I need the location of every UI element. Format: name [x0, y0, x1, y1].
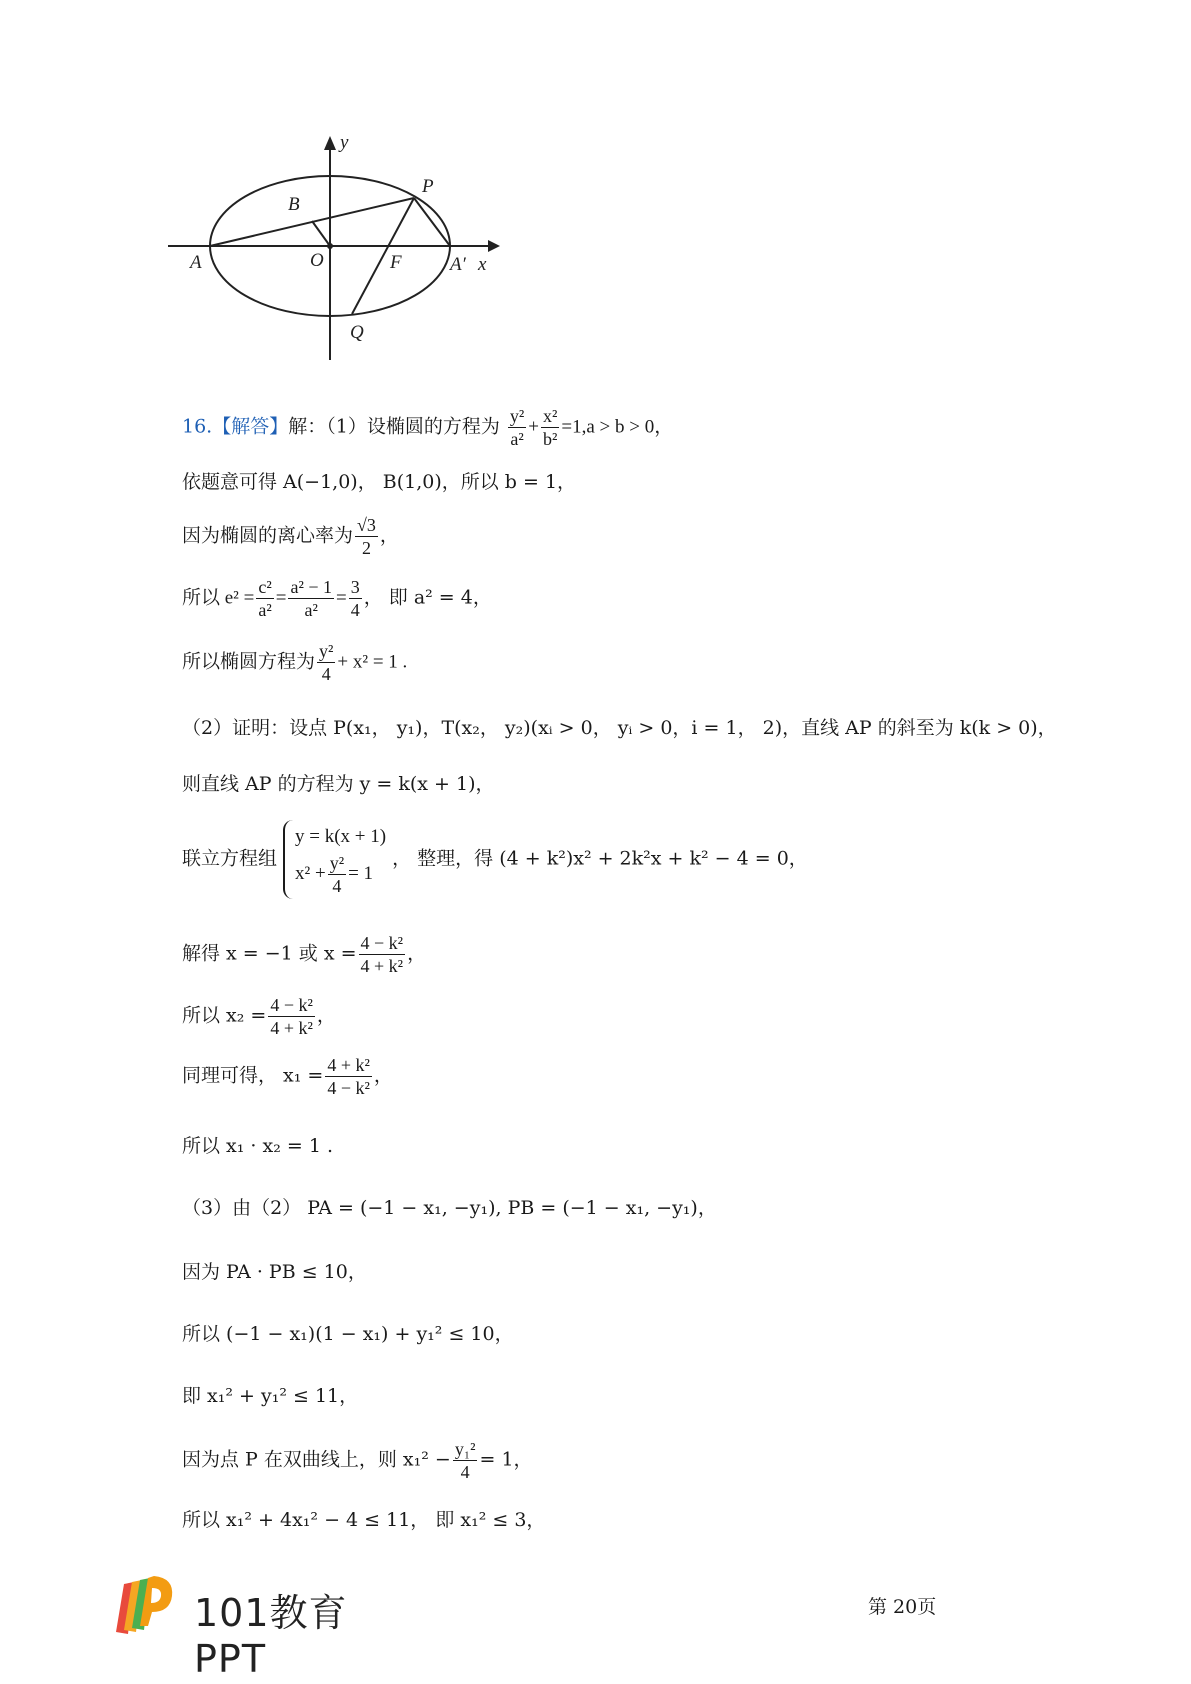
frac-den: a²: [510, 429, 524, 449]
frac-den: a²: [258, 600, 272, 620]
l10-prefix: 所以 x₂ =: [182, 1004, 267, 1027]
label-B: B: [288, 194, 300, 215]
fraction-4mk2-4pk2: $\frac{\text{4 − k²}}{\text{4 + k²}}$: [270, 995, 313, 1038]
label-x: x: [478, 254, 487, 275]
label-y: y: [340, 132, 349, 153]
fraction-y2-a2: [508, 405, 526, 450]
fraction-y2-4: [317, 640, 335, 685]
solution-line-2: 依题意可得 A(−1,0)， B(1,0)，所以 b = 1，: [182, 471, 577, 493]
frac-num: a² − 1: [290, 577, 333, 597]
solution-line-4: 所以 e² = $\frac{\text{c²}}{\text{a²}}$ = $\frac{\text{a² − 1}}{\text{a²}}$ = $\frac{3}{4}$ ， 即 a² = 4，: [182, 577, 492, 620]
frac-num: y²: [509, 406, 525, 426]
l3-suffix: ，: [379, 524, 399, 547]
frac-den: 4: [350, 600, 360, 620]
frac-num: 3: [350, 577, 360, 597]
fraction-a2m1-a2: [288, 576, 334, 621]
brand-logo: [110, 1570, 410, 1681]
l9-prefix: 解得 x = −1 或 x =: [182, 942, 357, 965]
logo-text: 101教育PPT: [194, 1591, 348, 1681]
l5-prefix: 所以椭圆方程为: [182, 650, 316, 673]
l4-prefix: 所以 e² =: [182, 587, 255, 609]
solution-line-18: 所以 x₁² + 4x₁² − 4 ≤ 11， 即 x₁² ≤ 3，: [182, 1509, 546, 1531]
ellipse-diagram: [160, 128, 540, 398]
solution-line-15: 所以 (−1 − x₁)(1 − x₁) + y₁² ≤ 10，: [182, 1323, 514, 1345]
problem-number: 16.: [182, 415, 213, 438]
x-axis-arrow: [488, 240, 500, 252]
l8-prefix: 联立方程组: [182, 847, 278, 870]
answer-tag: 【解答】: [212, 415, 289, 438]
fraction-4pk2-4mk2: $\frac{\text{4 + k²}}{\text{4 − k²}}$: [327, 1055, 370, 1098]
segment-OB: [312, 221, 330, 246]
fraction-sqrt3-2: [355, 514, 378, 559]
fraction-y2-4: $\frac{\text{y²}}{4}$: [329, 853, 345, 896]
frac-num: x²: [543, 406, 558, 426]
solution-line-11: 同理可得， x₁ = $\frac{\text{4 + k²}}{\text{4 − k²}}$ ，: [182, 1055, 393, 1098]
l17-prefix: 因为点 P 在双曲线上，则 x₁² −: [182, 1448, 451, 1471]
frac-num: y²: [319, 641, 334, 661]
l11-prefix: 同理可得， x₁ =: [182, 1064, 324, 1087]
frac-den: 2: [361, 538, 371, 558]
solution-line-6: （2）证明：设点 P(x₁， y₁)，T(x₂， y₂)(xᵢ > 0， yᵢ > 0，i = 1， 2)，直线 AP 的斜至为 k(k > 0)，: [182, 717, 1057, 739]
solution-line-1: 16.【解答】解：（1）设椭圆的方程为 $\frac{\text{y²}}{\text{a²}}$ + $\frac{\text{x²}}{\text{b²}}$ =1,a > b > 0，: [182, 406, 674, 449]
fraction-x2-b2: [541, 405, 559, 450]
fraction-c2-a2: [256, 576, 273, 621]
label-A: A: [190, 252, 202, 273]
solution-line-3: [182, 514, 399, 559]
solution-line-5: [182, 640, 407, 685]
solution-line-12: 所以 x₁ · x₂ = 1 .: [182, 1135, 333, 1157]
label-Q: Q: [350, 322, 364, 343]
label-F: F: [390, 252, 402, 273]
label-O: O: [310, 250, 324, 271]
frac-num: √3: [357, 515, 376, 535]
logo-mark-icon: [110, 1570, 178, 1640]
solution-line-13: （3）由（2） PA = (−1 − x₁, −y₁), PB = (−1 − x₁, −y₁)，: [182, 1197, 717, 1219]
l1-prefix: 解：（1）设椭圆的方程为: [288, 415, 500, 438]
l1-suffix: =1,a > b > 0，: [561, 416, 674, 438]
label-A-prime: A′: [450, 254, 466, 275]
frac-den: a²: [304, 600, 318, 620]
l4-suffix: ， 即 a² = 4，: [363, 586, 492, 609]
segment-PQ: [352, 198, 414, 314]
frac-num: c²: [258, 577, 272, 597]
equation-system: [283, 820, 386, 899]
page-number: 第 20页: [868, 1596, 937, 1618]
segment-PA-prime: [414, 198, 450, 246]
l5-suffix: + x² = 1 .: [337, 651, 408, 673]
frac-den: 4: [321, 664, 331, 684]
y-axis-arrow: [324, 136, 336, 150]
label-P: P: [422, 176, 434, 197]
fraction-3-4: [349, 576, 362, 621]
solution-line-8: [182, 820, 808, 899]
solution-line-14: 因为 PA · PB ≤ 10，: [182, 1261, 367, 1283]
system-eq-1: y = k(x + 1): [295, 826, 387, 847]
fraction-4mk2-4pk2: $\frac{\text{4 − k²}}{\text{4 + k²}}$: [360, 933, 404, 976]
fraction-y1sq-4: $\frac{\text{y₁²}}{4}$: [454, 1439, 476, 1482]
l8-suffix: ， 整理，得 (4 + k²)x² + 2k²x + k² − 4 = 0，: [392, 847, 808, 870]
solution-line-7: 则直线 AP 的方程为 y = k(x + 1)，: [182, 773, 495, 795]
solution-line-9: 解得 x = −1 或 x = $\frac{\text{4 − k²}}{\text{4 + k²}}$ ，: [182, 933, 427, 976]
system-eq-2: x² + $\frac{\text{y²}}{4}$ = 1: [295, 853, 374, 896]
frac-den: b²: [543, 429, 558, 449]
solution-line-17: 因为点 P 在双曲线上，则 x₁² − $\frac{\text{y₁²}}{4}$ = 1，: [182, 1439, 533, 1482]
origin-point: [327, 243, 333, 249]
solution-line-16: 即 x₁² + y₁² ≤ 11，: [182, 1385, 359, 1407]
l3-prefix: 因为椭圆的离心率为: [182, 524, 354, 547]
solution-line-10: 所以 x₂ = $\frac{\text{4 − k²}}{\text{4 + k²}}$ ，: [182, 995, 336, 1038]
